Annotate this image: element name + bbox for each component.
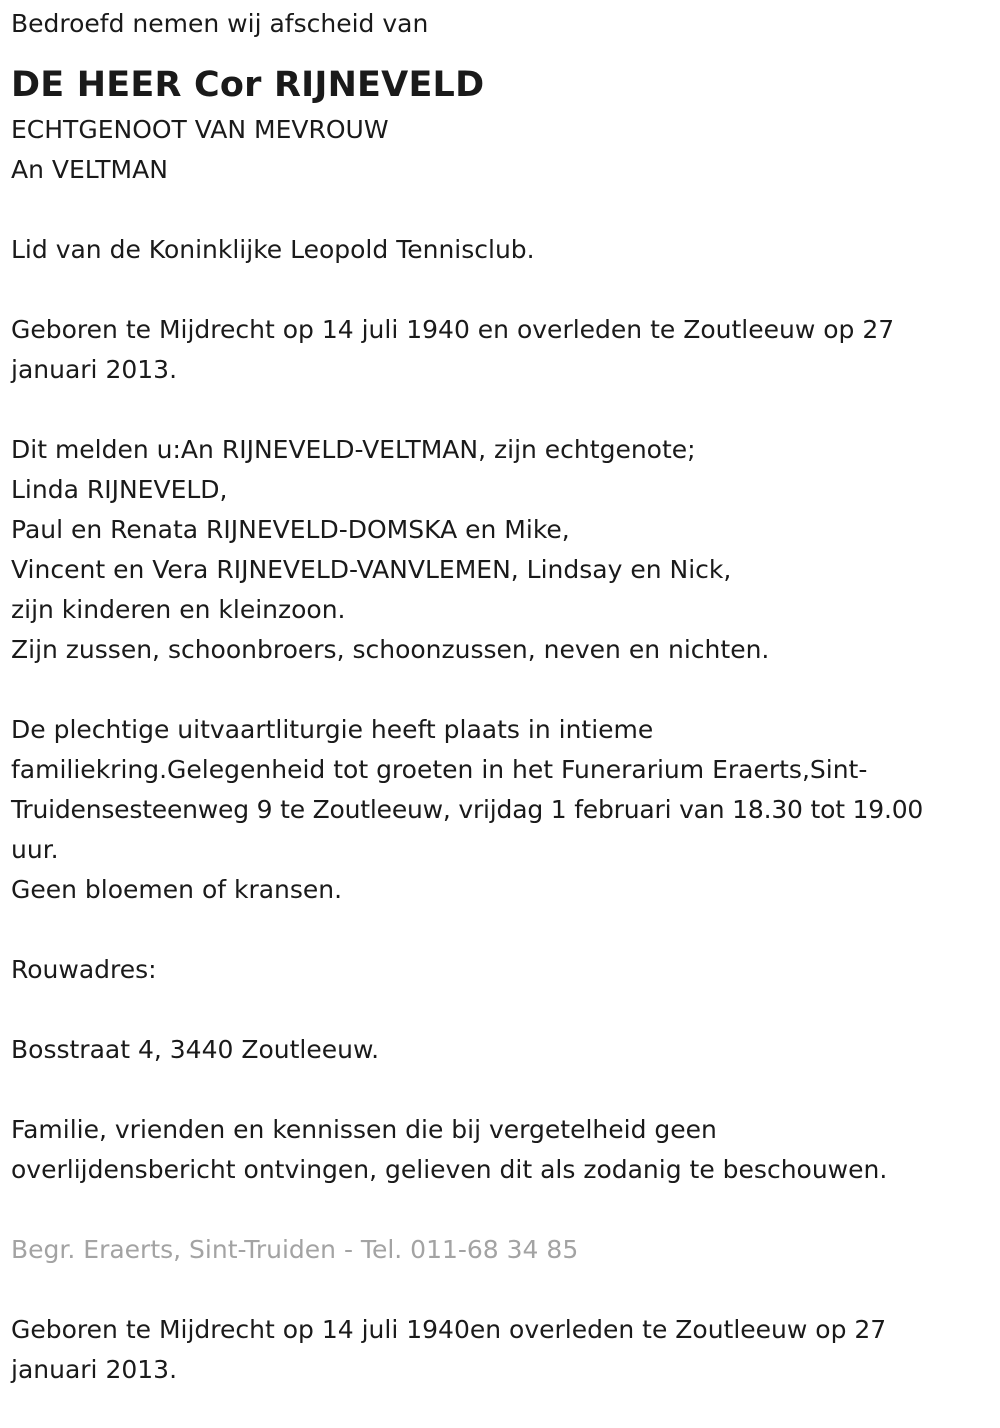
spouse-name: An VELTMAN (11, 155, 168, 184)
notice-line: Familie, vrienden en kennissen die bij vergetelheid geen (11, 1115, 717, 1144)
ceremony-line: Geen bloemen of kransen. (11, 875, 343, 904)
ceremony-line: Truidensesteenweg 9 te Zoutleeuw, vrijdag 1 februari van 18.30 tot 19.00 (11, 795, 924, 824)
family-line: Linda RIJNEVELD, (11, 475, 228, 504)
birth-death-line-2: januari 2013. (11, 355, 178, 384)
spacer (11, 670, 990, 710)
spacer (11, 1270, 990, 1310)
spacer (11, 1190, 990, 1230)
spacer (11, 270, 990, 310)
family-list (11, 430, 990, 670)
membership-text: Lid van de Koninklijke Leopold Tennisclub. (11, 235, 535, 264)
undertaker-info: Begr. Eraerts, Sint-Truiden - Tel. 011-68 34 85 (11, 1235, 579, 1264)
spacer (11, 190, 990, 230)
birth-death-repeat-line-2: januari 2013. (11, 1355, 178, 1384)
birth-death-repeat-line-1: Geboren te Mijdrecht op 14 juli 1940en overleden te Zoutleeuw op 27 (11, 1315, 887, 1344)
ceremony-line: uur. (11, 835, 59, 864)
spacer (11, 910, 990, 950)
notice-line: overlijdensbericht ontvingen, gelieven dit als zodanig te beschouwen. (11, 1155, 888, 1184)
family-line: Zijn zussen, schoonbroers, schoonzussen, neven en nichten. (11, 635, 770, 664)
address-label: Rouwadres: (11, 955, 157, 984)
family-line: Dit melden u:An RIJNEVELD-VELTMAN, zijn echtgenote; (11, 435, 696, 464)
family-line: Vincent en Vera RIJNEVELD-VANVLEMEN, Lindsay en Nick, (11, 555, 732, 584)
notice-block (11, 1110, 990, 1190)
intro-text: Bedroefd nemen wij afscheid van (11, 9, 429, 38)
family-line: zijn kinderen en kleinzoon. (11, 595, 346, 624)
deceased-name: DE HEER Cor RIJNEVELD (11, 65, 485, 105)
ceremony-line: familiekring.Gelegenheid tot groeten in het Funerarium Eraerts,Sint- (11, 755, 868, 784)
mourning-address: Bosstraat 4, 3440 Zoutleeuw. (11, 1035, 380, 1064)
spacer (11, 990, 990, 1030)
birth-death-line-1: Geboren te Mijdrecht op 14 juli 1940 en overleden te Zoutleeuw op 27 (11, 315, 895, 344)
family-line: Paul en Renata RIJNEVELD-DOMSKA en Mike, (11, 515, 570, 544)
spacer (11, 390, 990, 430)
ceremony-line: De plechtige uitvaartliturgie heeft plaats in intieme (11, 715, 654, 744)
spacer (11, 1070, 990, 1110)
ceremony-block (11, 710, 990, 910)
relation-text: ECHTGENOOT VAN MEVROUW (11, 115, 389, 144)
